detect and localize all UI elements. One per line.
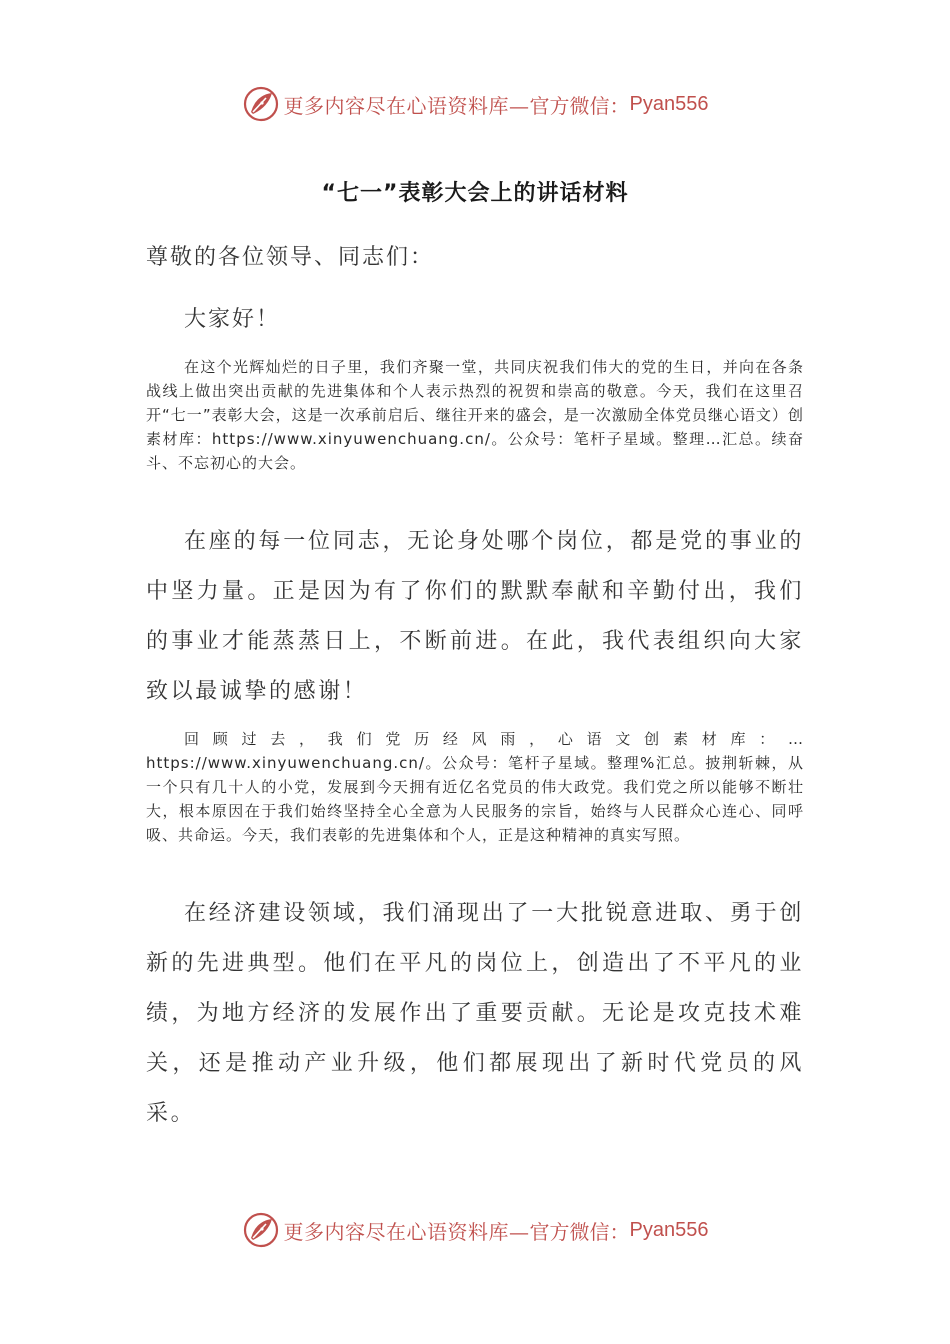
paragraph-opening: 在这个光辉灿烂的日子里，我们齐聚一堂，共同庆祝我们伟大的党的生日，并向在各条战线上做出突出贡献的先进集体和个人表示热烈的祝贺和崇高的敬意。今天，我们在这里召开“七一”表彰大会，这是一次承前启后、继往开来的盛会，是一次激励全体党员继心语文）创素材库：https://www.xinyuwenchuang.cn/。公众号：笔杆子星域。整理…汇总。续奋斗、不忘初心的大会。 — [146, 358, 804, 472]
salutation: 尊敬的各位领导、同志们： — [146, 245, 435, 270]
pen-nib-logo-icon — [242, 85, 280, 123]
paragraph-thanks: 在座的每一位同志，无论身处哪个岗位，都是党的事业的中坚力量。正是因为有了你们的默默奉献和辛勤付出，我们的事业才能蒸蒸日上，不断前进。在此，我代表组织向大家致以最诚挚的感谢！ — [146, 529, 804, 704]
paragraph-economy: 在经济建设领域，我们涌现出了一大批锐意进取、勇于创新的先进典型。他们在平凡的岗位上，创造出了不平凡的业绩，为地方经济的发展作出了重要贡献。无论是攻克技术难关，还是推动产业升级，他们都展现出了新时代党员的风采。 — [146, 901, 804, 1126]
paragraph-history: 回顾过去，我们党历经风雨，心语文创素材库：…https://www.xinyuwenchuang.cn/。公众号：笔杆子星域。整理%汇总。披荆斩棘，从一个只有几十人的小党，发展到今天拥有近亿名党员的伟大政党。我们党之所以能够不断壮大，根本原因在于我们始终坚持全心全意为人民服务的宗旨，始终与人民群众心连心、同呼吸、共命运。今天，我们表彰的先进集体和个人，正是这种精神的真实写照。 — [146, 730, 804, 844]
banner-wechat-id: Pyan556 — [629, 92, 709, 115]
document-title: “七一”表彰大会上的讲话材料 — [321, 181, 629, 206]
header-banner — [0, 84, 950, 124]
banner-text: 更多内容尽在心语资料库— — [283, 1219, 530, 1244]
banner-wechat-label: 官方微信： — [529, 93, 630, 118]
banner-wechat-id: Pyan556 — [629, 1218, 709, 1241]
footer-banner — [0, 1210, 950, 1250]
banner-text: 更多内容尽在心语资料库— — [283, 93, 530, 118]
banner-wechat-label: 官方微信： — [529, 1219, 630, 1244]
pen-nib-logo-icon — [242, 1211, 280, 1249]
greeting: 大家好！ — [184, 307, 281, 332]
